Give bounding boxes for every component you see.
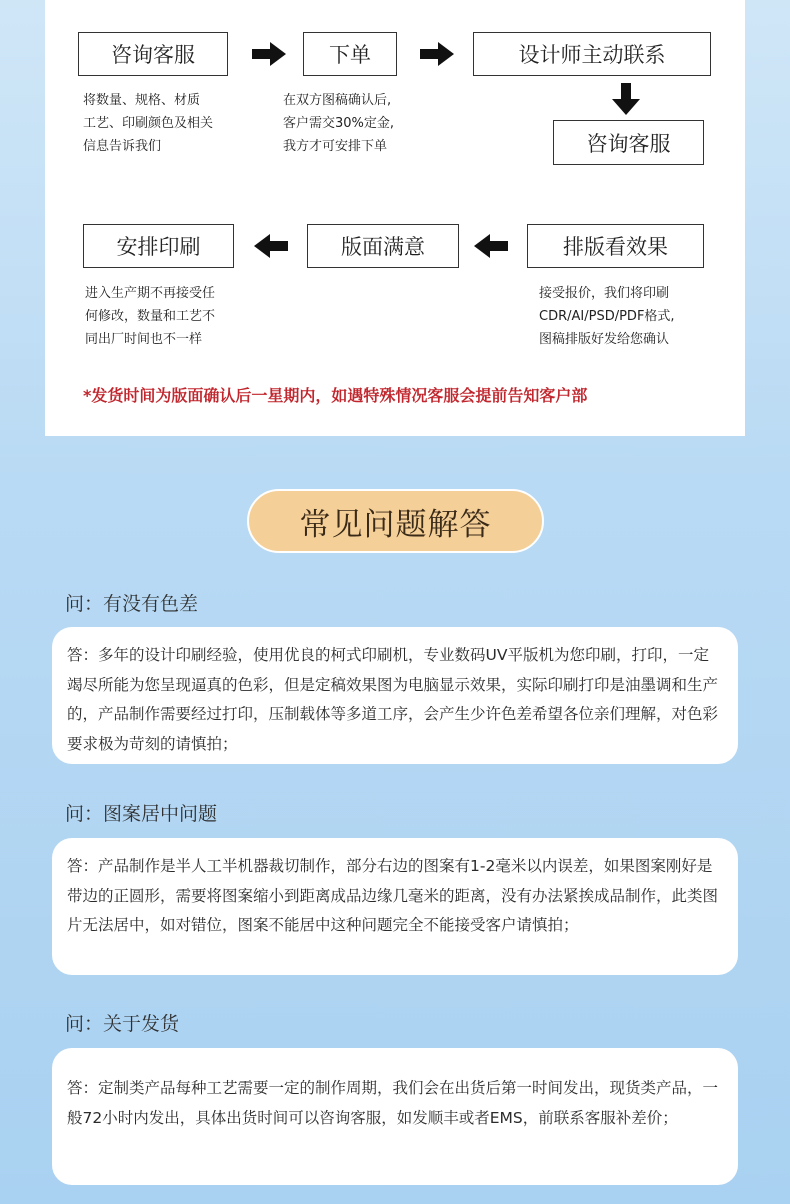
step-arrange-printing: 安排印刷 xyxy=(83,224,234,268)
faq-answer-card xyxy=(52,1048,738,1185)
faq-answer: 答：多年的设计印刷经验，使用优良的柯式印刷机，专业数码UV平版机为您印刷，打印，一定竭尽所能为您呈现逼真的色彩，但是定稿效果图为电脑显示效果，实际印刷打印是油墨调和生产的，产品制作需要经过打印，压制载体等多道工序，会产生少许色差希望各位亲们理解，对色彩要求极为苛刻的请慎拍； xyxy=(67,646,719,753)
step-layout-preview: 排版看效果 xyxy=(527,224,704,268)
arrow-right-icon xyxy=(252,42,286,66)
desc-place-order: 在双方图稿确认后, 客户需交30%定金, 我方才可安排下单 xyxy=(283,93,395,154)
step-place-order: 下单 xyxy=(303,32,397,76)
arrow-left-icon xyxy=(254,234,288,258)
arrow-right-icon xyxy=(420,42,454,66)
faq-question: 问：关于发货 xyxy=(65,1013,180,1035)
desc-consult-service: 将数量、规格、材质 工艺、印刷颜色及相关 信息告诉我们 xyxy=(83,93,214,154)
step-consult-service-2: 咨询客服 xyxy=(553,120,704,165)
desc-layout-preview: 接受报价，我们将印刷 CDR/AI/PSD/PDF格式, 图稿排版好发给您确认 xyxy=(539,286,675,347)
faq-answer: 答：产品制作是半人工半机器裁切制作，部分右边的图案有1-2毫米以内误差，如果图案刚好是带边的正圆形，需要将图案缩小到距离成品边缘几毫米的距离，没有办法紧挨成品制作，此类图片无法居中，如对错位，图案不能居中这种问题完全不能接受客户请慎拍； xyxy=(67,857,719,934)
faq-answer: 答：定制类产品每种工艺需要一定的制作周期，我们会在出货后第一时间发出，现货类产品，一般72小时内发出，具体出货时间可以咨询客服，如发顺丰或者EMS，前联系客服补差价； xyxy=(67,1079,719,1127)
faq-title: 常见问题解答 xyxy=(247,489,544,553)
faq-answer-card xyxy=(52,838,738,975)
step-consult-service: 咨询客服 xyxy=(78,32,228,76)
shipping-note: *发货时间为版面确认后一星期内，如遇特殊情况客服会提前告知客户部 xyxy=(83,386,588,405)
desc-arrange-printing: 进入生产期不再接受任 何修改，数量和工艺不 同出厂时间也不一样 xyxy=(85,286,216,347)
faq-question: 问：有没有色差 xyxy=(65,593,199,615)
step-designer-contact: 设计师主动联系 xyxy=(473,32,711,76)
faq-answer-card xyxy=(52,627,738,764)
faq-question: 问：图案居中问题 xyxy=(65,803,218,825)
step-layout-satisfied: 版面满意 xyxy=(307,224,459,268)
arrow-down-icon xyxy=(612,83,640,115)
arrow-left-icon xyxy=(474,234,508,258)
